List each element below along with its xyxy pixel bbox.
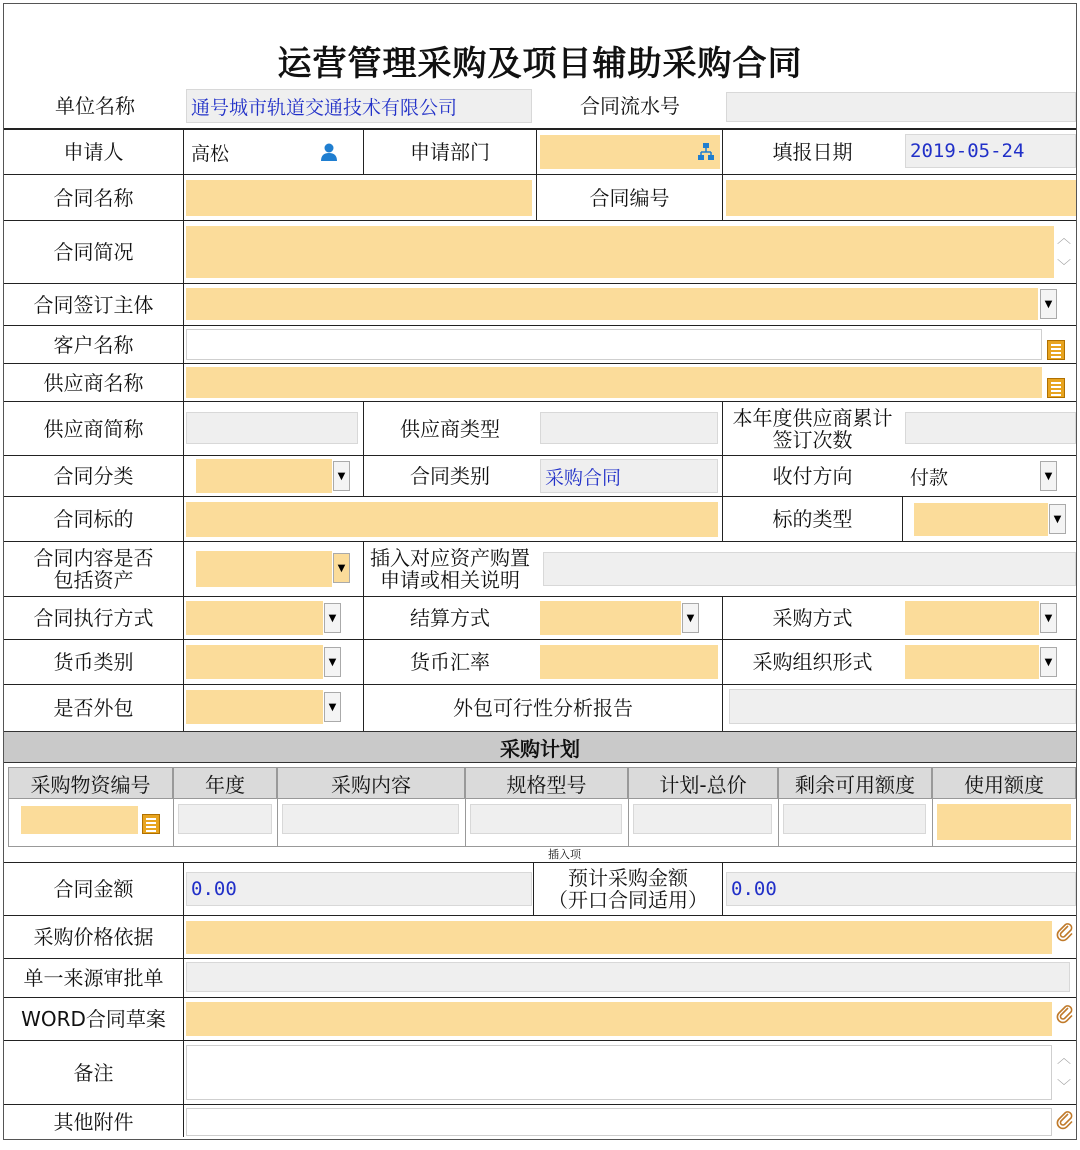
purchase-method-select[interactable] <box>905 601 1039 635</box>
dept-label: 申请部门 <box>410 140 490 164</box>
customer-name-label: 客户名称 <box>53 332 134 357</box>
settle-method-label: 结算方式 <box>410 606 490 630</box>
single-source-label: 单一来源审批单 <box>23 966 164 990</box>
supplier-name-label: 供应商名称 <box>43 370 144 395</box>
exec-method-select[interactable] <box>186 601 323 635</box>
contract-class-select[interactable] <box>196 459 332 493</box>
paperclip-icon[interactable] <box>1056 1110 1074 1134</box>
annual-count-label <box>723 402 902 455</box>
contract-subject-input[interactable] <box>186 502 718 537</box>
contract-no-input[interactable] <box>726 180 1076 216</box>
dropdown-arrow-icon[interactable]: ▼ <box>1040 603 1057 633</box>
user-icon[interactable] <box>320 142 338 162</box>
outsourced-select[interactable] <box>186 690 323 724</box>
outsource-report-field <box>729 689 1076 724</box>
insert-asset-label-line1: 插入对应资产购置 <box>370 546 530 570</box>
contract-amount-field: 0.00 <box>186 872 532 906</box>
outsourced-label: 是否外包 <box>53 695 134 720</box>
payment-direction-select[interactable]: 付款 <box>905 459 1039 493</box>
supplier-name-input[interactable] <box>186 367 1042 398</box>
org-tree-icon[interactable] <box>697 142 715 162</box>
contract-class-label: 合同分类 <box>53 464 134 488</box>
sign-entity-select[interactable] <box>186 288 1038 320</box>
dropdown-arrow-icon[interactable]: ▼ <box>333 553 350 583</box>
include-assets-label-line2: 包括资产 <box>53 568 134 592</box>
insert-asset-label-line2: 申请或相关说明 <box>380 568 520 592</box>
contract-amount-label: 合同金额 <box>53 877 134 901</box>
subject-type-select[interactable] <box>914 503 1048 536</box>
plan-col-plan-total: 计划-总价 <box>628 767 778 799</box>
contract-summary-textarea[interactable] <box>186 226 1054 278</box>
purchase-org-label: 采购组织形式 <box>752 650 873 674</box>
table-picker-icon[interactable] <box>1047 378 1065 398</box>
dropdown-arrow-icon[interactable]: ▼ <box>324 692 341 722</box>
scroll-up-icon[interactable]: ︿ <box>1057 231 1071 247</box>
single-source-field <box>186 962 1070 992</box>
serial-no-field <box>726 92 1076 122</box>
supplier-short-field <box>186 412 358 444</box>
contract-summary-label: 合同简况 <box>53 240 134 264</box>
supplier-short-label: 供应商简称 <box>43 416 144 441</box>
page-title: 运营管理采购及项目辅助采购合同 <box>277 44 803 84</box>
applicant-field[interactable]: 高松 <box>186 135 318 169</box>
scroll-down-icon[interactable]: ﹀ <box>1057 259 1071 275</box>
dropdown-arrow-icon[interactable]: ▼ <box>682 603 699 633</box>
dropdown-arrow-icon[interactable]: ▼ <box>324 647 341 677</box>
contract-category-field: 采购合同 <box>540 459 718 493</box>
est-amount-label <box>534 863 722 915</box>
annual-count-label-line2: 签订次数 <box>772 427 853 452</box>
plan-material-no-input[interactable] <box>21 806 138 834</box>
dropdown-arrow-icon[interactable]: ▼ <box>1040 647 1057 677</box>
remarks-label: 备注 <box>73 1060 114 1085</box>
purchase-plan-header: 采购计划 <box>4 731 1076 763</box>
plan-used-input[interactable] <box>937 804 1071 840</box>
word-draft-label: WORD合同草案 <box>21 1007 166 1031</box>
contract-name-label: 合同名称 <box>53 185 134 210</box>
settle-method-select[interactable] <box>540 601 681 635</box>
contract-category-label: 合同类别 <box>410 464 490 488</box>
plan-col-used: 使用额度 <box>932 767 1076 799</box>
word-draft-field[interactable] <box>186 1002 1052 1036</box>
exchange-rate-label: 货币汇率 <box>410 650 490 674</box>
remarks-textarea[interactable] <box>186 1045 1052 1100</box>
est-amount-label-line2: （开口合同适用） <box>548 888 708 912</box>
subject-type-label: 标的类型 <box>772 507 853 531</box>
dropdown-arrow-icon[interactable]: ▼ <box>1049 504 1066 534</box>
paperclip-icon[interactable] <box>1056 922 1074 946</box>
table-picker-icon[interactable] <box>1047 340 1065 360</box>
supplier-type-field <box>540 412 718 444</box>
dropdown-arrow-icon[interactable]: ▼ <box>1040 461 1057 491</box>
unit-name-label: 单位名称 <box>55 94 135 118</box>
paperclip-icon[interactable] <box>1056 1004 1074 1028</box>
other-attach-field[interactable] <box>186 1108 1052 1136</box>
plan-content-field <box>282 804 459 834</box>
contract-name-input[interactable] <box>186 180 532 216</box>
include-assets-label <box>4 542 183 596</box>
plan-col-content: 采购内容 <box>277 767 465 799</box>
plan-col-remaining: 剩余可用额度 <box>778 767 932 799</box>
plan-col-year: 年度 <box>173 767 277 799</box>
currency-label: 货币类别 <box>53 650 134 674</box>
outsource-report-label: 外包可行性分析报告 <box>453 695 633 720</box>
purchase-method-label: 采购方式 <box>772 606 853 630</box>
annual-count-label-line1: 本年度供应商累计 <box>732 405 893 430</box>
plan-col-material-no: 采购物资编号 <box>8 767 173 799</box>
sign-entity-label: 合同签订主体 <box>33 292 154 317</box>
price-basis-label: 采购价格依据 <box>33 925 154 949</box>
exchange-rate-input[interactable] <box>540 645 718 679</box>
plan-col-spec: 规格型号 <box>465 767 628 799</box>
plan-remaining-field <box>783 804 926 834</box>
remarks-scrollbar[interactable] <box>1054 1048 1074 1096</box>
contract-no-label: 合同编号 <box>589 185 670 210</box>
price-basis-field[interactable] <box>186 921 1052 954</box>
serial-no-label: 合同流水号 <box>580 94 680 118</box>
date-label: 填报日期 <box>772 140 853 164</box>
plan-total-field <box>633 804 772 834</box>
plan-spec-field <box>470 804 622 834</box>
purchase-org-select[interactable] <box>905 645 1039 679</box>
date-field: 2019-05-24 <box>905 134 1076 168</box>
dropdown-arrow-icon[interactable]: ▼ <box>324 603 341 633</box>
include-assets-label-line1: 合同内容是否 <box>33 546 154 570</box>
currency-select[interactable] <box>186 645 323 679</box>
plan-year-field <box>178 804 272 834</box>
exec-method-label: 合同执行方式 <box>33 606 154 630</box>
include-assets-select[interactable] <box>196 551 332 587</box>
supplier-type-label: 供应商类型 <box>400 416 500 441</box>
est-amount-label-line1: 预计采购金额 <box>568 866 688 890</box>
payment-direction-label: 收付方向 <box>772 464 853 488</box>
unit-name-field: 通号城市轨道交通技术有限公司 <box>186 89 532 123</box>
contract-subject-label: 合同标的 <box>53 507 134 531</box>
dept-field[interactable] <box>540 135 720 169</box>
customer-name-input[interactable] <box>186 329 1042 360</box>
insert-asset-field <box>543 552 1076 586</box>
est-amount-field: 0.00 <box>726 872 1076 906</box>
applicant-label: 申请人 <box>63 140 124 164</box>
insert-asset-label <box>364 542 536 596</box>
table-picker-icon[interactable] <box>142 814 160 834</box>
other-attach-label: 其他附件 <box>53 1110 134 1134</box>
scroll-up-icon[interactable]: ︿ <box>1057 1051 1071 1067</box>
dropdown-arrow-icon[interactable]: ▼ <box>333 461 350 491</box>
annual-count-field <box>905 412 1076 444</box>
insert-row-button[interactable]: 插入项 <box>548 848 581 861</box>
summary-scrollbar[interactable] <box>1054 228 1074 276</box>
dropdown-arrow-icon[interactable]: ▼ <box>1040 289 1057 319</box>
scroll-down-icon[interactable]: ﹀ <box>1057 1079 1071 1095</box>
